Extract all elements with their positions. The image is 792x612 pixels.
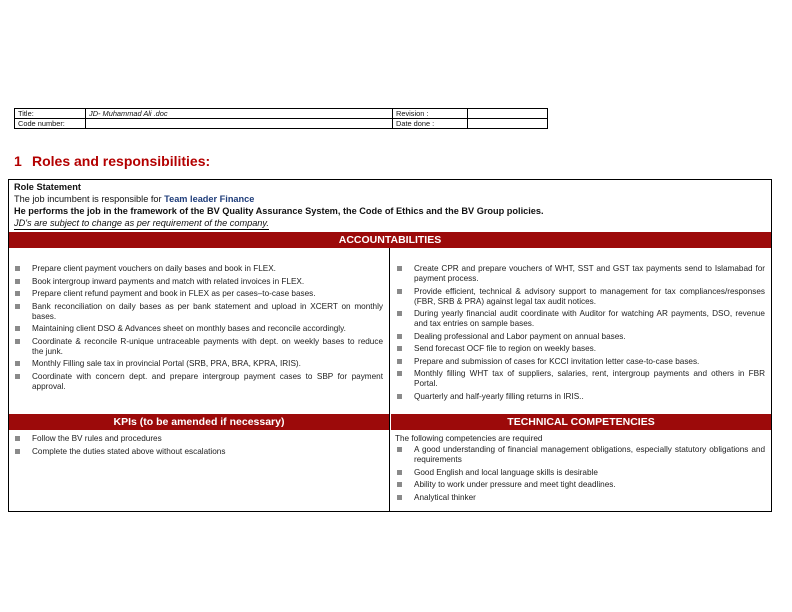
- list-item: Ability to work under pressure and meet tight deadlines.: [395, 480, 765, 490]
- bullet-square-icon: [397, 371, 402, 376]
- bullet-square-icon: [397, 334, 402, 339]
- list-item: Analytical thinker: [395, 493, 765, 503]
- section-heading: [14, 153, 210, 169]
- list-item: Monthly filling WHT tax of suppliers, salaries, rent, intergroup payments and others in FBR Portal.: [395, 369, 765, 389]
- role-statement-line1: [14, 193, 764, 205]
- list-item: During yearly financial audit coordinate with Auditor for watching AR payments, DSO, revenue and tax entries on sample bases.: [395, 309, 765, 329]
- list-item: Follow the BV rules and procedures: [13, 434, 383, 444]
- role-line1-prefix: The job incumbent is responsible for: [14, 194, 162, 204]
- list-item: Prepare client payment vouchers on daily bases and book in FLEX.: [13, 264, 383, 274]
- role-statement: [14, 181, 764, 230]
- revision-value: [468, 109, 548, 119]
- bullet-square-icon: [397, 359, 402, 364]
- bullet-square-icon: [397, 495, 402, 500]
- kpis-heading: KPIs (to be amended if necessary): [9, 414, 389, 430]
- bullet-square-icon: [15, 361, 20, 366]
- header-row-title: [15, 109, 548, 119]
- list-item: A good understanding of financial management obligations, especially statutory obligations and requirements: [395, 445, 765, 465]
- bullet-square-icon: [397, 482, 402, 487]
- technical-intro: The following competencies are required: [395, 434, 543, 443]
- date-label: Date done :: [393, 119, 468, 129]
- title-value: JD- Muhammad Ali .doc: [86, 109, 393, 119]
- bullet-square-icon: [15, 449, 20, 454]
- roles-box: [8, 179, 772, 512]
- bullet-square-icon: [397, 394, 402, 399]
- bullet-square-icon: [15, 374, 20, 379]
- list-item: Bank reconciliation on daily bases as per bank statement and upload in XCERT on monthly bases.: [13, 302, 383, 322]
- kpis-list: [13, 434, 383, 459]
- document-header-table: [14, 108, 548, 129]
- title-label: Title:: [15, 109, 86, 119]
- role-title: Team leader Finance: [164, 194, 255, 204]
- bullet-square-icon: [397, 470, 402, 475]
- bullet-square-icon: [15, 266, 20, 271]
- accountabilities-left-list: [13, 264, 383, 394]
- bullet-square-icon: [15, 436, 20, 441]
- role-statement-label: Role Statement: [14, 182, 81, 192]
- bullet-square-icon: [397, 289, 402, 294]
- code-value: [86, 119, 393, 129]
- technical-list: [395, 445, 765, 505]
- bullet-square-icon: [397, 266, 402, 271]
- accountabilities-heading: ACCOUNTABILITIES: [9, 232, 771, 248]
- list-item: Coordinate with concern dept. and prepare intergroup payment cases to SBP for payment approval.: [13, 372, 383, 392]
- section-title: Roles and responsibilities:: [32, 153, 211, 169]
- bullet-square-icon: [397, 447, 402, 452]
- code-label: Code number:: [15, 119, 86, 129]
- bullet-square-icon: [15, 291, 20, 296]
- list-item: Monthly Filling sale tax in provincial Portal (SRB, PRA, BRA, KPRA, IRIS).: [13, 359, 383, 369]
- technical-competencies-heading: TECHNICAL COMPETENCIES: [391, 414, 771, 430]
- header-row-code: [15, 119, 548, 129]
- bullet-square-icon: [15, 339, 20, 344]
- role-statement-line3: JD's are subject to change as per requirement of the company.: [14, 218, 269, 228]
- list-item: Good English and local language skills is desirable: [395, 468, 765, 478]
- role-statement-line2: He performs the job in the framework of the BV Quality Assurance System, the Code of Ethics and the BV Group policies.: [14, 206, 544, 216]
- list-item: Dealing professional and Labor payment on annual bases.: [395, 332, 765, 342]
- list-item: Quarterly and half-yearly filling returns in IRIS..: [395, 392, 765, 402]
- revision-label: Revision :: [393, 109, 468, 119]
- list-item: Prepare client refund payment and book in FLEX as per cases–to-case bases.: [13, 289, 383, 299]
- list-item: Maintaining client DSO & Advances sheet on monthly bases and reconcile accordingly.: [13, 324, 383, 334]
- date-value: [468, 119, 548, 129]
- column-divider: [389, 248, 390, 512]
- bullet-square-icon: [15, 304, 20, 309]
- list-item: Coordinate & reconcile R-unique untraceable payments with dept. on weekly bases to reduce the junk.: [13, 337, 383, 357]
- list-item: Book intergroup inward payments and match with related invoices in FLEX.: [13, 277, 383, 287]
- bullet-square-icon: [15, 326, 20, 331]
- bullet-square-icon: [397, 311, 402, 316]
- bullet-square-icon: [397, 346, 402, 351]
- accountabilities-right-list: [395, 264, 765, 404]
- bullet-square-icon: [15, 279, 20, 284]
- section-number: 1: [14, 153, 22, 169]
- list-item: Complete the duties stated above without escalations: [13, 447, 383, 457]
- list-item: Send forecast OCF file to region on weekly bases.: [395, 344, 765, 354]
- list-item: Provide efficient, technical & advisory support to management for tax compliances/responses (FBR, SRB & PRA) against legal tax audit notices.: [395, 287, 765, 307]
- list-item: Create CPR and prepare vouchers of WHT, SST and GST tax payments send to Islamabad for payment process.: [395, 264, 765, 284]
- list-item: Prepare and submission of cases for KCCI invitation letter case-to-case bases.: [395, 357, 765, 367]
